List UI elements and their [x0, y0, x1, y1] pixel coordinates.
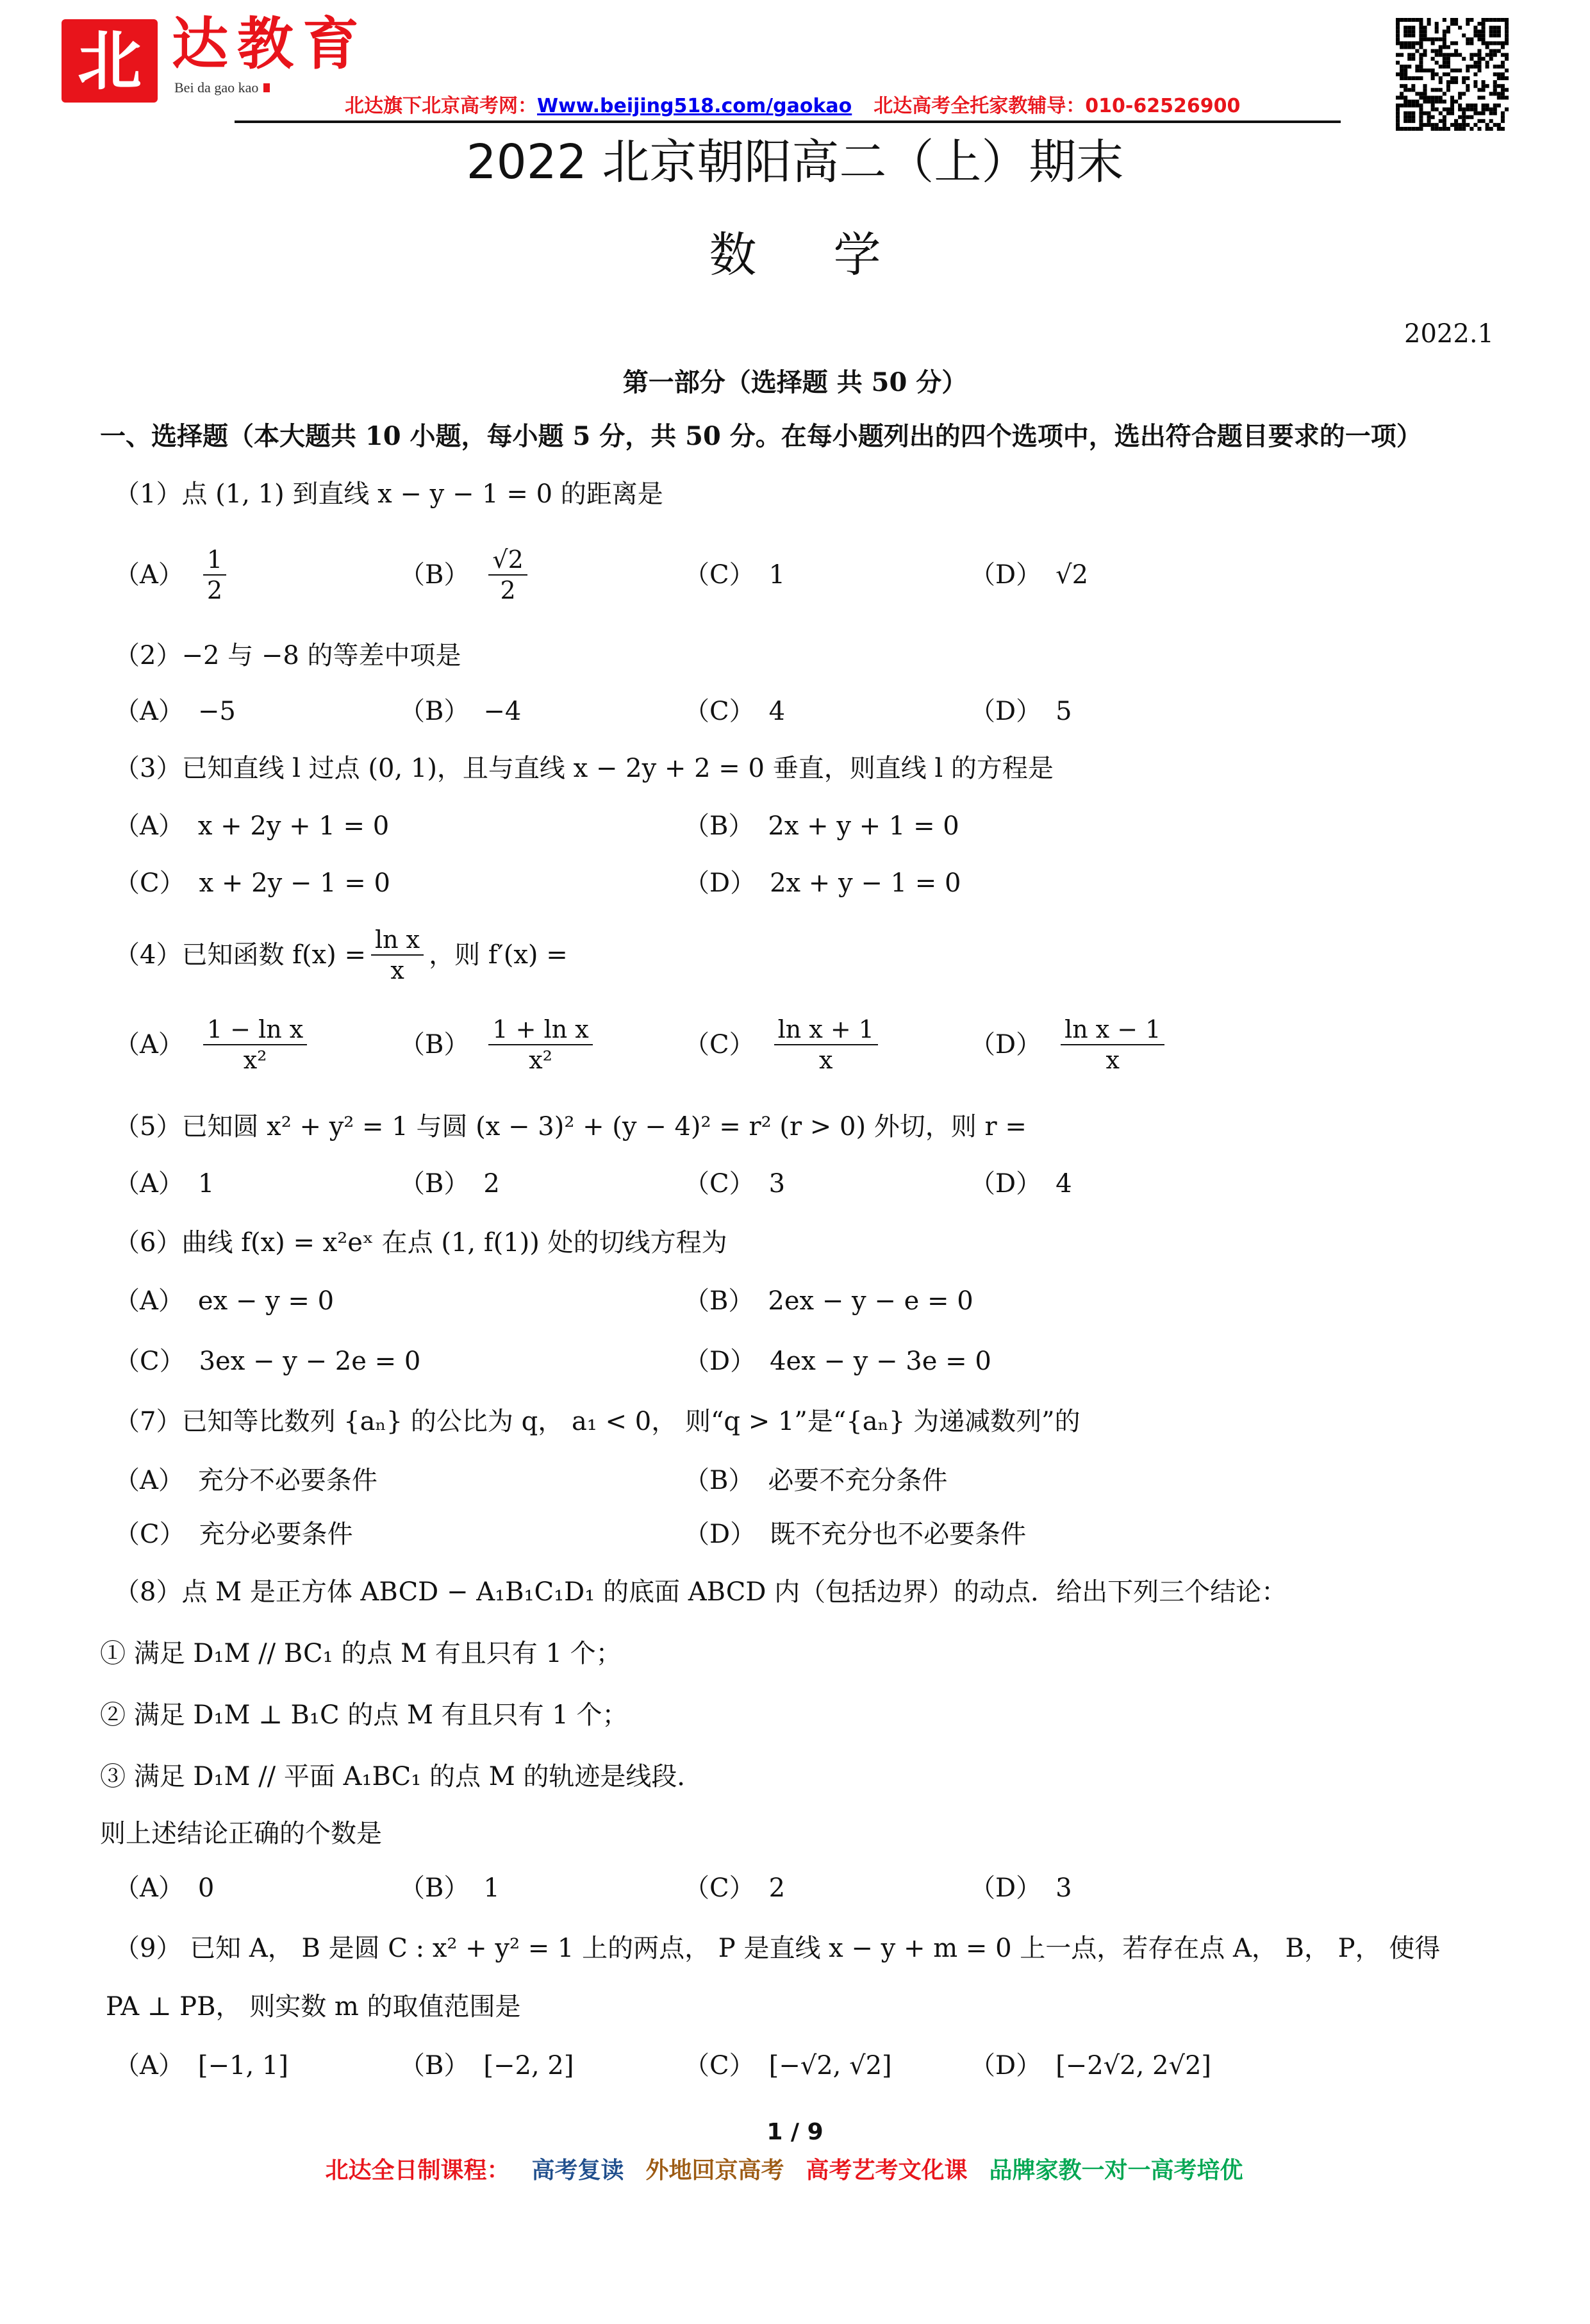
option-label: （B）: [399, 1169, 470, 1199]
option-a[interactable]: [114, 692, 236, 731]
fraction-denominator: x²: [529, 1046, 552, 1074]
section-heading: 一、选择题（本大题共 10 小题，每小题 5 分，共 50 分。在每小题列出的四个选项中，选出符合题目要求的一项）: [100, 421, 1422, 451]
option-text: 2: [768, 1873, 786, 1903]
option-c[interactable]: [114, 864, 390, 902]
part-heading: 第一部分（选择题 共 50 分）: [622, 367, 968, 397]
option-label: （D）: [970, 560, 1042, 590]
option-d[interactable]: [970, 692, 1072, 731]
fraction-numerator: √2: [488, 545, 527, 576]
option-b[interactable]: [399, 545, 533, 604]
option-c[interactable]: [684, 1869, 785, 1907]
option-text: 4: [1056, 1169, 1072, 1199]
option-text: 0: [197, 1873, 215, 1903]
site-link[interactable]: Www.beijing518.com/gaokao: [537, 95, 852, 117]
option-c[interactable]: [114, 1342, 420, 1381]
stem-text: （1）点 (1, 1) 到直线 x − y − 1 = 0 的距离是: [114, 479, 663, 509]
option-d[interactable]: [684, 1342, 991, 1381]
question-stem: [114, 1224, 727, 1262]
option-a[interactable]: [114, 545, 231, 604]
stem-text: （7）已知等比数列 {aₙ} 的公比为 q， a₁ < 0， 则“q > 1”是“{aₙ} 为递减数列”的: [114, 1407, 1081, 1436]
fraction-denominator: 2: [206, 576, 223, 604]
option-d[interactable]: [970, 1015, 1170, 1074]
page-title: 2022 北京朝阳高二（上）期末: [466, 135, 1124, 190]
option-a[interactable]: [114, 1282, 334, 1320]
option-label: （C）: [684, 1873, 755, 1903]
header-divider: [235, 120, 1341, 123]
question-ask: [100, 1814, 382, 1853]
fraction-numerator: 1 − ln x: [203, 1015, 307, 1045]
fraction-denominator: x: [1106, 1046, 1120, 1074]
option-c[interactable]: [684, 1015, 883, 1074]
option-text: [−1, 1]: [197, 2051, 288, 2080]
fraction-denominator: x²: [243, 1046, 267, 1074]
option-text: −4: [483, 697, 522, 726]
option-b[interactable]: [399, 692, 521, 731]
option-label: （B）: [684, 1286, 754, 1316]
logo-text: 达教育: [172, 10, 369, 77]
fraction: [371, 925, 424, 985]
fraction-denominator: x: [390, 956, 404, 984]
option-text: 充分必要条件: [199, 1520, 353, 1549]
option-text: −5: [197, 697, 236, 726]
option-label: （C）: [684, 2051, 755, 2080]
option-label: （B）: [684, 811, 754, 841]
option-label: （C）: [684, 1030, 755, 1059]
option-a[interactable]: [114, 2046, 288, 2085]
option-text: 3: [768, 1169, 786, 1199]
option-d[interactable]: [970, 1165, 1072, 1203]
qr-code-icon: [1395, 18, 1510, 131]
footer-item: 北达全日制课程：: [325, 2157, 510, 2184]
option-b[interactable]: [399, 1015, 598, 1074]
option-label: （A）: [114, 1286, 184, 1316]
option-a[interactable]: [114, 807, 389, 845]
option-text: x + 2y + 1 = 0: [197, 811, 390, 841]
option-text: 4ex − y − 3e = 0: [770, 1347, 991, 1376]
option-text: ex − y = 0: [197, 1286, 335, 1316]
option-c[interactable]: [114, 1515, 353, 1554]
option-label: （B）: [684, 1466, 754, 1495]
option-label: （C）: [114, 1347, 185, 1376]
option-text: 1: [768, 560, 786, 590]
footer-ads: [0, 2157, 1590, 2184]
statement-text: ① 满足 D₁M // BC₁ 的点 M 有且只有 1 个；: [100, 1639, 622, 1668]
option-a[interactable]: [114, 1165, 214, 1203]
stem-text: ，则 f′(x) =: [429, 940, 568, 970]
option-b[interactable]: [684, 807, 959, 845]
option-label: （C）: [114, 868, 185, 898]
option-text: 3: [1056, 1873, 1072, 1903]
option-text: 充分不必要条件: [197, 1466, 377, 1495]
option-text: 3ex − y − 2e = 0: [199, 1347, 421, 1376]
statement: [100, 1634, 622, 1673]
fraction: [488, 1015, 592, 1075]
option-b[interactable]: [399, 1165, 500, 1203]
logo-subtitle: Bei da gao kao: [174, 79, 270, 96]
site-label: 北达旗下北京高考网：: [345, 95, 537, 117]
subject-char: 学: [833, 228, 881, 283]
option-a[interactable]: [114, 1869, 214, 1907]
option-b[interactable]: [399, 2046, 574, 2085]
fraction-numerator: 1 + ln x: [488, 1015, 592, 1045]
option-label: （B）: [399, 697, 470, 726]
option-d[interactable]: [684, 1515, 1026, 1554]
option-text: x + 2y − 1 = 0: [199, 868, 390, 898]
fraction: [774, 1015, 878, 1075]
exam-date: 2022.1: [1404, 319, 1494, 349]
option-label: （D）: [970, 2051, 1042, 2080]
stem-text: （5）已知圆 x² + y² = 1 与圆 (x − 3)² + (y − 4)² = r² (r > 0) 外切，则 r =: [114, 1112, 1027, 1141]
stem-text: （9） 已知 A， B 是圆 C : x² + y² = 1 上的两点， P 是直线 x − y + m = 0 上一点，若存在点 A， B， P， 使得: [114, 1934, 1441, 1963]
option-text: [−2√2, 2√2]: [1056, 2051, 1212, 2080]
fraction-numerator: ln x − 1: [1061, 1015, 1164, 1045]
stem-text: （2）−2 与 −8 的等差中项是: [114, 641, 461, 670]
statement-text: ③ 满足 D₁M // 平面 A₁BC₁ 的点 M 的轨迹是线段．: [100, 1762, 703, 1791]
option-c[interactable]: [684, 1165, 785, 1203]
option-a[interactable]: [114, 1461, 377, 1500]
question-stem: [114, 1929, 1440, 1968]
option-label: （B）: [399, 1873, 470, 1903]
option-text: [−√2, √2]: [768, 2051, 892, 2080]
option-label: （B）: [399, 1030, 470, 1059]
option-label: （C）: [114, 1520, 185, 1549]
question-stem: [114, 1108, 1027, 1146]
option-label: （A）: [114, 1169, 184, 1199]
footer-item: 品牌家教一对一高考培优: [989, 2157, 1243, 2184]
option-label: （B）: [399, 560, 470, 590]
option-text: 5: [1056, 697, 1072, 726]
option-text: 2ex − y − e = 0: [768, 1286, 973, 1316]
footer-item: 高考复读: [531, 2157, 624, 2184]
page-number: 1 / 9: [766, 2119, 824, 2145]
option-label: （D）: [684, 1347, 756, 1376]
option-text: 必要不充分条件: [768, 1466, 948, 1495]
option-text: [−2, 2]: [483, 2051, 574, 2080]
logo-mark: 北: [62, 19, 158, 103]
option-text: 2x + y + 1 = 0: [768, 811, 959, 841]
ask-text: 则上述结论正确的个数是: [100, 1819, 382, 1848]
option-label: （A）: [114, 1030, 184, 1059]
option-c[interactable]: [684, 692, 785, 731]
option-text: 2: [483, 1169, 500, 1199]
fraction: [203, 545, 226, 605]
option-label: （D）: [970, 1030, 1042, 1059]
fraction: [488, 545, 527, 605]
option-label: （A）: [114, 1873, 184, 1903]
tutor-label: 北达高考全托家教辅导：010-62526900: [874, 95, 1241, 117]
fraction-numerator: ln x: [371, 925, 424, 956]
option-text: 1: [197, 1169, 215, 1199]
footer-item: 外地回京高考: [645, 2157, 784, 2184]
option-d[interactable]: [970, 556, 1088, 594]
option-label: （B）: [399, 2051, 470, 2080]
fraction-denominator: x: [819, 1046, 833, 1074]
option-label: （A）: [114, 811, 184, 841]
question-stem: [114, 749, 1054, 788]
statement: [100, 1696, 628, 1734]
stem-text: （3）已知直线 l 过点 (0, 1)，且与直线 x − 2y + 2 = 0 垂直，则直线 l 的方程是: [114, 754, 1054, 783]
option-b[interactable]: [684, 1282, 973, 1320]
option-label: （C）: [684, 697, 755, 726]
fraction: [1061, 1015, 1164, 1075]
option-label: （A）: [114, 2051, 184, 2080]
question-stem: [114, 636, 461, 675]
stem-text: PA ⊥ PB， 则实数 m 的取值范围是: [106, 1992, 521, 2021]
option-text: 4: [768, 697, 786, 726]
option-a[interactable]: [114, 1015, 312, 1074]
option-text: 2x + y − 1 = 0: [770, 868, 961, 898]
option-c[interactable]: [684, 556, 785, 594]
stem-text: （6）曲线 f(x) = x²eˣ 在点 (1, f(1)) 处的切线方程为: [114, 1228, 727, 1257]
subject-title: [0, 228, 1590, 283]
footer-item: 高考艺考文化课: [806, 2157, 968, 2184]
option-d[interactable]: [970, 2046, 1211, 2085]
option-label: （C）: [684, 1169, 755, 1199]
option-label: （D）: [970, 1169, 1042, 1199]
fraction-numerator: 1: [203, 545, 226, 576]
option-label: （D）: [684, 868, 756, 898]
option-label: （A）: [114, 697, 184, 726]
fraction-numerator: ln x + 1: [774, 1015, 878, 1045]
option-d[interactable]: [970, 1869, 1072, 1907]
question-stem: [114, 475, 663, 513]
statement-text: ② 满足 D₁M ⊥ B₁C 的点 M 有且只有 1 个；: [100, 1700, 628, 1730]
fraction: [203, 1015, 307, 1075]
option-c[interactable]: [684, 2046, 892, 2085]
fraction-denominator: 2: [500, 576, 516, 604]
option-d[interactable]: [684, 864, 961, 902]
option-text: √2: [1056, 560, 1089, 590]
option-label: （C）: [684, 560, 755, 590]
question-stem-continued: [106, 1988, 521, 2026]
statement: [100, 1757, 702, 1796]
option-text: 1: [483, 1873, 500, 1903]
question-stem: [114, 1573, 1287, 1611]
option-label: （D）: [970, 697, 1042, 726]
option-text: 既不充分也不必要条件: [770, 1520, 1027, 1549]
header-info: [345, 95, 1240, 118]
option-label: （A）: [114, 1466, 184, 1495]
question-stem: [114, 925, 568, 984]
stem-text: （8）点 M 是正方体 ABCD − A₁B₁C₁D₁ 的底面 ABCD 内（包括边界）的动点．给出下列三个结论：: [114, 1577, 1288, 1607]
option-label: （D）: [684, 1520, 756, 1549]
option-b[interactable]: [399, 1869, 500, 1907]
option-b[interactable]: [684, 1461, 947, 1500]
question-stem: [114, 1402, 1081, 1441]
option-label: （A）: [114, 560, 184, 590]
stem-text: （4）已知函数 f(x) =: [114, 940, 366, 970]
option-label: （D）: [970, 1873, 1042, 1903]
subject-char: 数: [709, 228, 757, 283]
